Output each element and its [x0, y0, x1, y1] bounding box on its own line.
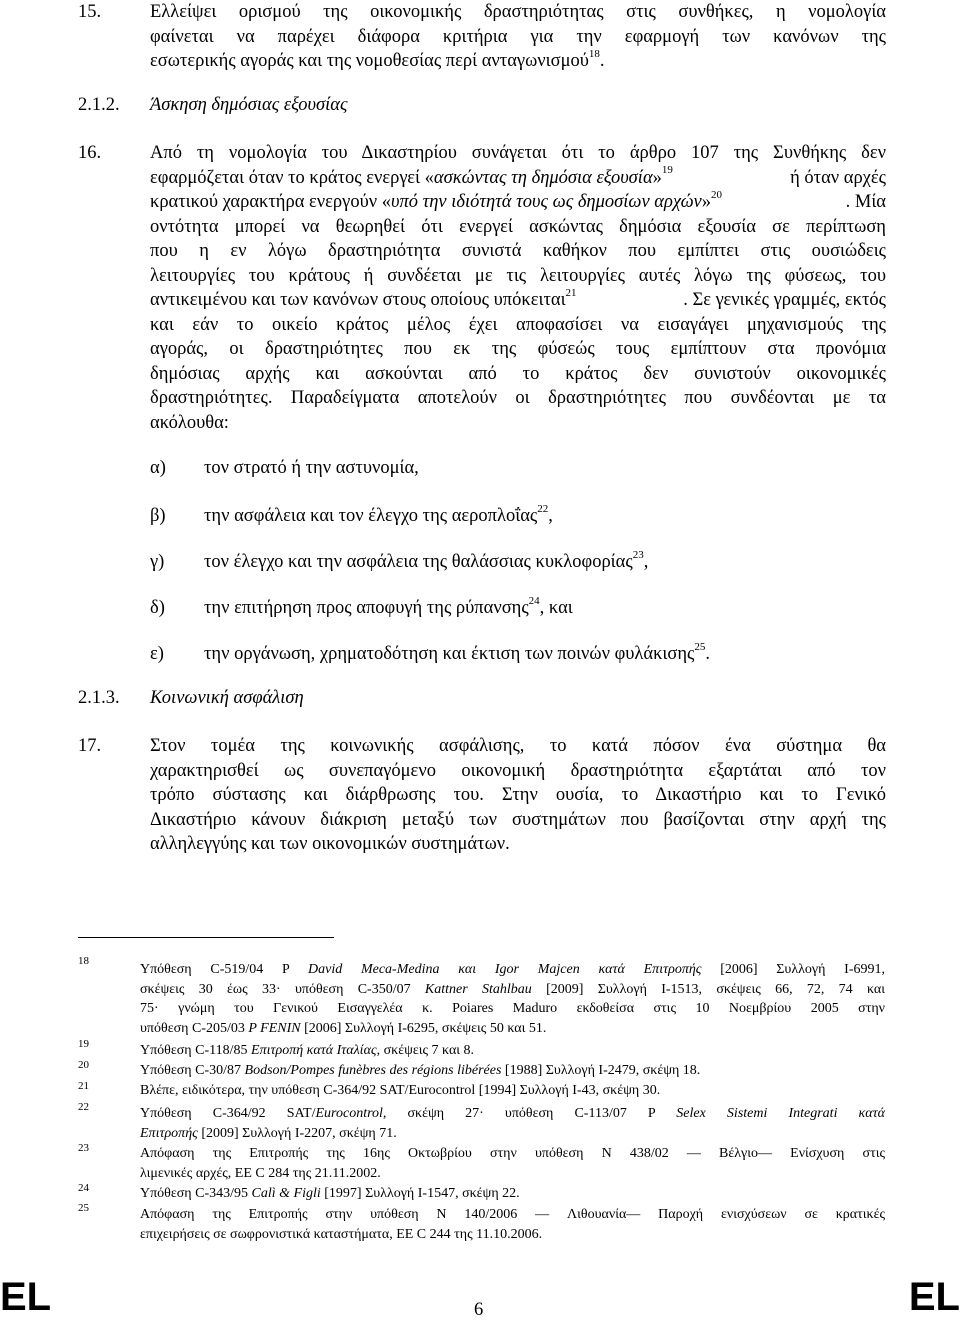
- footnote-21: Βλέπε, ειδικότερα, την υπόθεση C-364/92 SAT/Eurocontrol [1994] Συλλογή I-43, σκέψη 30.: [140, 1083, 661, 1098]
- text-span: [1988] Συλλογή I-2479, σκέψη 18.: [501, 1063, 701, 1078]
- list-text: την οργάνωση, χρηματοδότηση και έκτιση των ποινών φυλάκισης: [204, 644, 695, 664]
- text-span: [2006] Συλλογή I-6991,: [701, 962, 885, 977]
- section-number: 2.1.2.: [78, 95, 120, 115]
- list-label: δ): [150, 598, 165, 618]
- footnote-number: 19: [78, 1038, 89, 1050]
- footnote-line: Απόφαση της Επιτροπής της 16ης Οκτωβρίου στην υπόθεση N 438/02 — Βέλγιο— Ενίσχυση στις: [140, 1146, 885, 1161]
- text-span: [2009] Συλλογή I-2207, σκέψη 71.: [197, 1125, 397, 1141]
- footnote-line: 75· γνώμη του Γενικού Εισαγγελέα κ. Poiares Maduro εκδοθείσα στις 10 Νοεμβρίου 2005 στην: [140, 1001, 885, 1016]
- list-item: [204, 550, 648, 574]
- text-line: Από τη νομολογία του Δικαστηρίου συνάγεται ότι το άρθρο 107 της Συνθήκης δεν: [150, 143, 886, 163]
- footnote-25: [140, 1205, 885, 1244]
- text-span: αντικειμένου και των κανόνων στους οποίους υπόκειται: [150, 290, 566, 310]
- italic-text: Bodson/Pompes funèbres des régions libérées: [244, 1063, 502, 1078]
- italic-text: Calì & Figli: [251, 1186, 321, 1201]
- italic-text: υπό την ιδιότητά τους ως δημοσίων αρχών: [390, 192, 702, 212]
- footnote-number: 18: [78, 955, 89, 967]
- footnote-line: Απόφαση της Επιτροπής στην υπόθεση N 140/2006 — Λιθουανία— Παροχή ενισχύσεων σε κρατικές: [140, 1207, 885, 1222]
- footnote-20: [140, 1061, 885, 1081]
- text-span: [150, 166, 673, 191]
- italic-text: Επιτροπής: [140, 1125, 198, 1141]
- footnote-line: [140, 1019, 885, 1039]
- footnote-ref[interactable]: 21: [565, 286, 577, 299]
- footnote-ref[interactable]: 20: [711, 188, 723, 201]
- text-line: τρόπο σύστασης και διάρθρωσης του. Στην ουσία, το Δικαστήριο και το Γενικό: [150, 785, 886, 805]
- footnote-18: [140, 960, 885, 1038]
- paragraph-15: [150, 0, 886, 74]
- text-line: δραστηριότητες. Παραδείγματα αποτελούν οι δραστηριότητες που συνδέονται με τα: [150, 388, 886, 408]
- text-line: [150, 288, 886, 313]
- footnote-ref[interactable]: 18: [588, 47, 600, 60]
- text-span: Υπόθεση C-343/95: [140, 1186, 252, 1201]
- text-line: Στον τομέα της κοινωνικής ασφάλισης, το κατά πόσον ένα σύστημα θα: [150, 736, 886, 756]
- list-item: [204, 596, 573, 620]
- footnote-line: [140, 1104, 885, 1124]
- footnote-ref[interactable]: 19: [661, 164, 673, 177]
- text-span: κρατικού χαρακτήρα ενεργούν «: [150, 192, 391, 212]
- text-span: »: [701, 192, 712, 212]
- text-line: που η εν λόγω δραστηριότητα συνιστά καθήκον που εμπίπτει στις ουσιώδεις: [150, 241, 886, 261]
- list-label: γ): [150, 552, 165, 572]
- footnote-number: 25: [78, 1202, 89, 1214]
- text-span: [2006] Συλλογή I-6295, σκέψεις 50 και 51.: [300, 1020, 547, 1036]
- text-span: Υπόθεση C-519/04 P: [140, 962, 308, 977]
- text-line: λειτουργίες του κράτους ή συνδέεται με τις λειτουργίες αυτές λόγω της φύσεως, του: [150, 265, 886, 286]
- list-item: [204, 456, 419, 480]
- paragraph-17: [150, 734, 886, 857]
- paragraph-number: 15.: [78, 2, 102, 22]
- footnote-ref[interactable]: 24: [528, 594, 540, 607]
- italic-text: ασκώντας τη δημόσια εξουσία: [433, 167, 653, 188]
- list-text: .: [705, 644, 710, 664]
- footnote-line: επιχειρήσεις σε σωφρονιστικά καταστήματα, ΕΕ C 244 της 11.10.2006.: [140, 1226, 543, 1242]
- section-title: Κοινωνική ασφάλιση: [150, 688, 304, 708]
- text-span: , σκέψη 27· υπόθεση C-113/07 P: [382, 1106, 677, 1121]
- text-span: [150, 190, 722, 215]
- text-line: και εάν το οικείο κράτος μέλος έχει αποφασίσει να εισαγάγει μηχανισμούς της: [150, 314, 886, 335]
- text-span: Υπόθεση C-118/85: [140, 1043, 252, 1058]
- text-span: . Σε γενικές γραμμές, εκτός: [683, 290, 886, 310]
- text-line: αλληλεγγύης και των οικονομικών συστημάτων.: [150, 834, 510, 854]
- italic-text: Επιτροπή κατά Ιταλίας: [251, 1043, 377, 1058]
- text-line: [150, 49, 886, 74]
- text-span: ή όταν αρχές: [790, 167, 886, 188]
- text-span: [2009] Συλλογή I-1513, σκέψεις 66, 72, 74 και: [531, 981, 886, 997]
- text-span: σκέψεις 30 έως 33· υπόθεση C-350/07: [140, 981, 425, 997]
- footnote-24: [140, 1184, 885, 1204]
- text-span: »: [652, 167, 662, 188]
- list-text: την ασφάλεια και τον έλεγχο της αεροπλοΐας: [204, 506, 538, 526]
- text-line: Ελλείψει ορισμού της οικονομικής δραστηριότητας στις συνθήκες, η νομολογία: [150, 2, 886, 22]
- language-code-right: EL: [908, 1275, 960, 1319]
- section-number: 2.1.3.: [78, 688, 120, 708]
- footnote-22: [140, 1104, 885, 1143]
- text-line: [150, 166, 886, 191]
- text-line: δημόσιας αρχής και ασκούνται από το κράτος δεν συνιστούν οικονομικές: [150, 363, 886, 384]
- text-span: [150, 288, 577, 313]
- text-line: Δικαστήριο κάνουν διάκριση μεταξύ των συστημάτων που βασίζονται στην αρχή της: [150, 809, 886, 830]
- text-span: , σκέψεις 7 και 8.: [376, 1043, 475, 1058]
- paragraph-number: 17.: [78, 736, 102, 756]
- italic-text: Eurocontrol: [315, 1106, 383, 1121]
- text-span: υπόθεση C-205/03: [140, 1020, 249, 1036]
- footnote-23: [140, 1144, 885, 1183]
- footnote-ref[interactable]: 23: [632, 548, 644, 561]
- list-text: την επιτήρηση προς αποφυγή της ρύπανσης: [204, 598, 529, 618]
- section-title: Άσκηση δημόσιας εξουσίας: [150, 95, 348, 115]
- language-code-left: EL: [0, 1275, 52, 1319]
- footnote-line: [140, 980, 885, 1000]
- paragraph-16: [150, 141, 886, 435]
- page-number: 6: [474, 1300, 484, 1320]
- footnote-line: [140, 960, 885, 980]
- text-span: Υπόθεση C-30/87: [140, 1063, 245, 1078]
- text-span: Υπόθεση C-364/92 SAT/: [140, 1106, 316, 1121]
- list-item: [204, 504, 553, 528]
- footnote-number: 22: [78, 1101, 89, 1113]
- text-line: χαρακτηρισθεί ως συνεπαγόμενο οικονομική δραστηριότητα εξαρτάται από τον: [150, 760, 886, 781]
- text-line: αγοράς, οι δραστηριότητες που εκ της φύσεώς τους εμπίπτουν στα προνόμια: [150, 339, 886, 359]
- footnote-number: 20: [78, 1059, 89, 1071]
- list-label: α): [150, 458, 166, 478]
- list-text: ,: [643, 552, 649, 572]
- text-line: οντότητα μπορεί να θεωρηθεί ότι ενεργεί ασκώντας δημόσια εξουσία σε περίπτωση: [150, 216, 886, 237]
- list-text: , και: [539, 598, 573, 618]
- footnote-ref[interactable]: 25: [694, 640, 706, 653]
- italic-text: Kattner Stahlbau: [424, 981, 532, 997]
- footnote-number: 21: [78, 1080, 89, 1092]
- text-span: .: [599, 51, 605, 71]
- footnote-line: [140, 1124, 885, 1144]
- list-text: ,: [548, 506, 553, 526]
- footnote-ref[interactable]: 22: [537, 502, 549, 515]
- footnote-line: λιμενικές αρχές, ΕΕ C 284 της 21.11.2002.: [140, 1165, 381, 1181]
- footnote-19: [140, 1041, 885, 1061]
- text-span: εφαρμόζεται όταν το κράτος ενεργεί «: [150, 167, 434, 188]
- text-span: [1997] Συλλογή I-1547, σκέψη 22.: [320, 1186, 520, 1201]
- list-text: τον στρατό ή την αστυνομία,: [204, 458, 419, 478]
- text-span: . Μία: [845, 192, 886, 212]
- list-text: τον έλεγχο και την ασφάλεια της θαλάσσιας κυκλοφορίας: [204, 552, 633, 572]
- italic-text: P FENIN: [248, 1020, 301, 1036]
- list-label: β): [150, 506, 166, 526]
- footnote-number: 23: [78, 1142, 89, 1154]
- footnote-number: 24: [78, 1182, 89, 1194]
- text-line: φαίνεται να παρέχει διάφορα κριτήρια για την εφαρμογή των κανόνων της: [150, 26, 886, 47]
- footnote-separator: [78, 937, 334, 938]
- text-line: [150, 190, 886, 215]
- text-span: εσωτερικής αγοράς και της νομοθεσίας περί ανταγωνισμού: [150, 51, 589, 71]
- italic-text: Selex Sistemi Integrati κατά: [676, 1106, 885, 1121]
- italic-text: David Meca-Medina και Igor Majcen κατά Επιτροπής: [308, 962, 702, 977]
- paragraph-number: 16.: [78, 143, 102, 163]
- text-line: ακόλουθα:: [150, 412, 229, 433]
- list-label: ε): [150, 644, 164, 664]
- list-item: [204, 642, 710, 666]
